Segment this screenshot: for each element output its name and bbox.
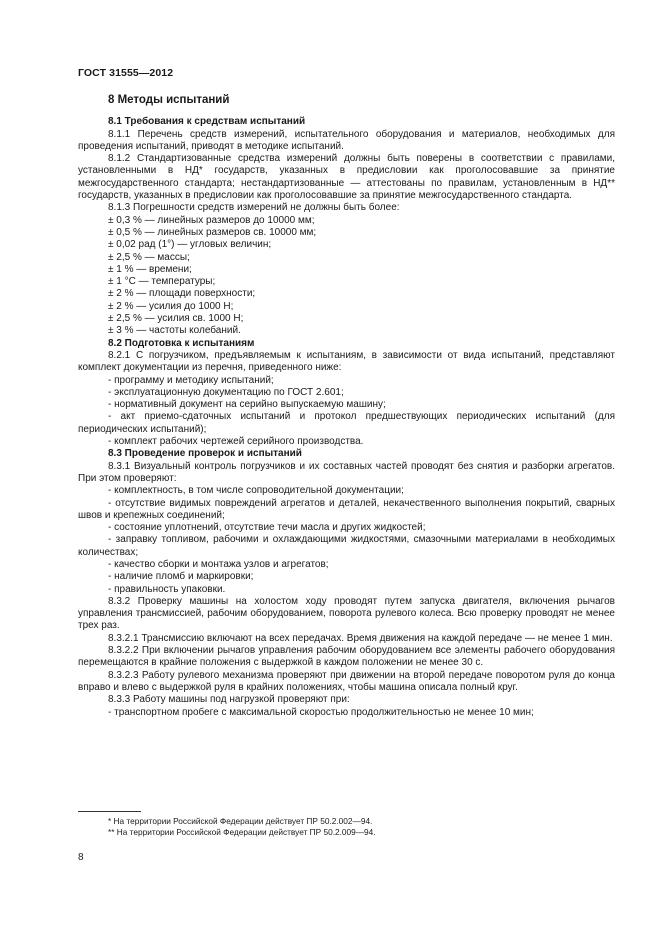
- list-item: ± 2 % — площади поверхности;: [108, 288, 256, 300]
- list-item: ± 0,02 рад (1°) — угловых величин;: [108, 239, 272, 251]
- list-item: - отсутствие видимых повреждений агрегатов и деталей, некачественного выполнения покрытий, сварных швов и крепежных соединений;: [78, 497, 615, 521]
- document-header: ГОСТ 31555—2012: [78, 67, 174, 79]
- list-item: - комплект рабочих чертежей серийного производства.: [108, 436, 364, 448]
- list-item: ± 1 % — времени;: [108, 263, 192, 275]
- section-title: 8 Методы испытаний: [108, 94, 230, 106]
- footnotes: [108, 816, 376, 838]
- paragraph-8-1-1: 8.1.1 Перечень средств измерений, испытательного оборудования и материалов, необходимых для проведения испытаний, приводят в методике испытаний.: [78, 128, 615, 152]
- list-item: - правильность упаковки.: [108, 583, 226, 595]
- footnote-1: * На территории Российской Федерации действует ПР 50.2.002—94.: [108, 816, 373, 826]
- list-item: - комплектность, в том числе сопроводительной документации;: [108, 485, 404, 497]
- list-item: - заправку топливом, рабочими и охлаждающими жидкостями, смазочными материалами в необходимых количествах;: [78, 534, 615, 558]
- list-item: ± 0,3 % — линейных размеров до 10000 мм;: [108, 214, 315, 226]
- paragraph-8-3-2: 8.3.2 Проверку машины на холостом ходу проводят путем запуска двигателя, включения рычагов управления трансмиссией, рабочим оборудованием, поворота рулевого колеса. Всю проверку проводят не менее трех раз.: [78, 595, 615, 632]
- list-item: ± 2,5 % — массы;: [108, 251, 190, 263]
- list-item: ± 1 °С — температуры;: [108, 276, 216, 288]
- list-item: ± 2,5 % — усилия св. 1000 Н;: [108, 313, 244, 325]
- list-item: ± 2 % — усилия до 1000 Н;: [108, 300, 234, 312]
- list-item: ± 0,5 % — линейных размеров св. 10000 мм;: [108, 226, 317, 238]
- paragraph-8-1-2: 8.1.2 Стандартизованные средства измерений должны быть поверены в соответствии с правилами, установленными в НД* государств, указанных в предисловии как проголосовавшие за принятие межгосударственного стандарта; нестандартизованные — аттестованы по правилам, установленным в НД** государств, указанных в предисловии как проголосовавшие за принятие межгосударственного стандарта.: [78, 153, 615, 202]
- list-item: - наличие пломб и маркировки;: [108, 571, 254, 583]
- document-body: [78, 94, 615, 719]
- list-item: - акт приемо-сдаточных испытаний и протокол предшествующих периодических испытаний (для периодических испытаний);: [78, 411, 615, 435]
- subsection-title-8-3: 8.3 Проведение проверок и испытаний: [108, 448, 302, 460]
- subsection-title-8-2: 8.2 Подготовка к испытаниям: [108, 337, 255, 349]
- paragraph-8-2-1: 8.2.1 С погрузчиком, предъявляемым к испытаниям, в зависимости от вида испытаний, представляют комплект документации из перечня, приведенного ниже:: [78, 349, 615, 374]
- list-item: - состояние уплотнений, отсутствие течи масла и других жидкостей;: [108, 522, 426, 534]
- paragraph-8-3-2-3: 8.3.2.3 Работу рулевого механизма проверяют при движении на второй передаче поворотом руля до конца вправо и влево с выдержкой руля в крайних положениях, чтобы машина описала полный круг.: [78, 669, 615, 693]
- list-item: - программу и методику испытаний;: [108, 374, 274, 386]
- list-item: - нормативный документ на серийно выпускаемую машину;: [108, 399, 386, 411]
- paragraph-8-3-3: 8.3.3 Работу машины под нагрузкой проверяют при:: [108, 694, 350, 706]
- paragraph-8-3-2-2: 8.3.2.2 При включении рычагов управления рабочим оборудованием все элементы рабочего оборудования перемещаются в крайние положения с выдержкой в каждом положении не менее 30 с.: [78, 645, 615, 669]
- footnote-divider: [78, 811, 141, 812]
- page-number: 8: [78, 852, 84, 863]
- paragraph-8-1-3: 8.1.3 Погрешности средств измерений не должны быть более:: [108, 202, 400, 214]
- list-item: - эксплуатационную документацию по ГОСТ 2.601;: [108, 386, 344, 398]
- paragraph-8-3-1: 8.3.1 Визуальный контроль погрузчиков и их составных частей проводят без снятия и разборки агрегатов. При этом проверяют:: [78, 460, 615, 484]
- list-item: ± 3 % — частоты колебаний.: [108, 325, 241, 337]
- subsection-title-8-1: 8.1 Требования к средствам испытаний: [108, 116, 306, 128]
- footnote-2: ** На территории Российской Федерации действует ПР 50.2.009—94.: [108, 827, 376, 837]
- paragraph-8-3-2-1: 8.3.2.1 Трансмиссию включают на всех передачах. Время движения на каждой передаче — не менее 1 мин.: [108, 632, 613, 644]
- list-item: - транспортном пробеге с максимальной скоростью продолжительностью не менее 10 мин;: [108, 706, 534, 718]
- list-item: - качество сборки и монтажа узлов и агрегатов;: [108, 558, 329, 570]
